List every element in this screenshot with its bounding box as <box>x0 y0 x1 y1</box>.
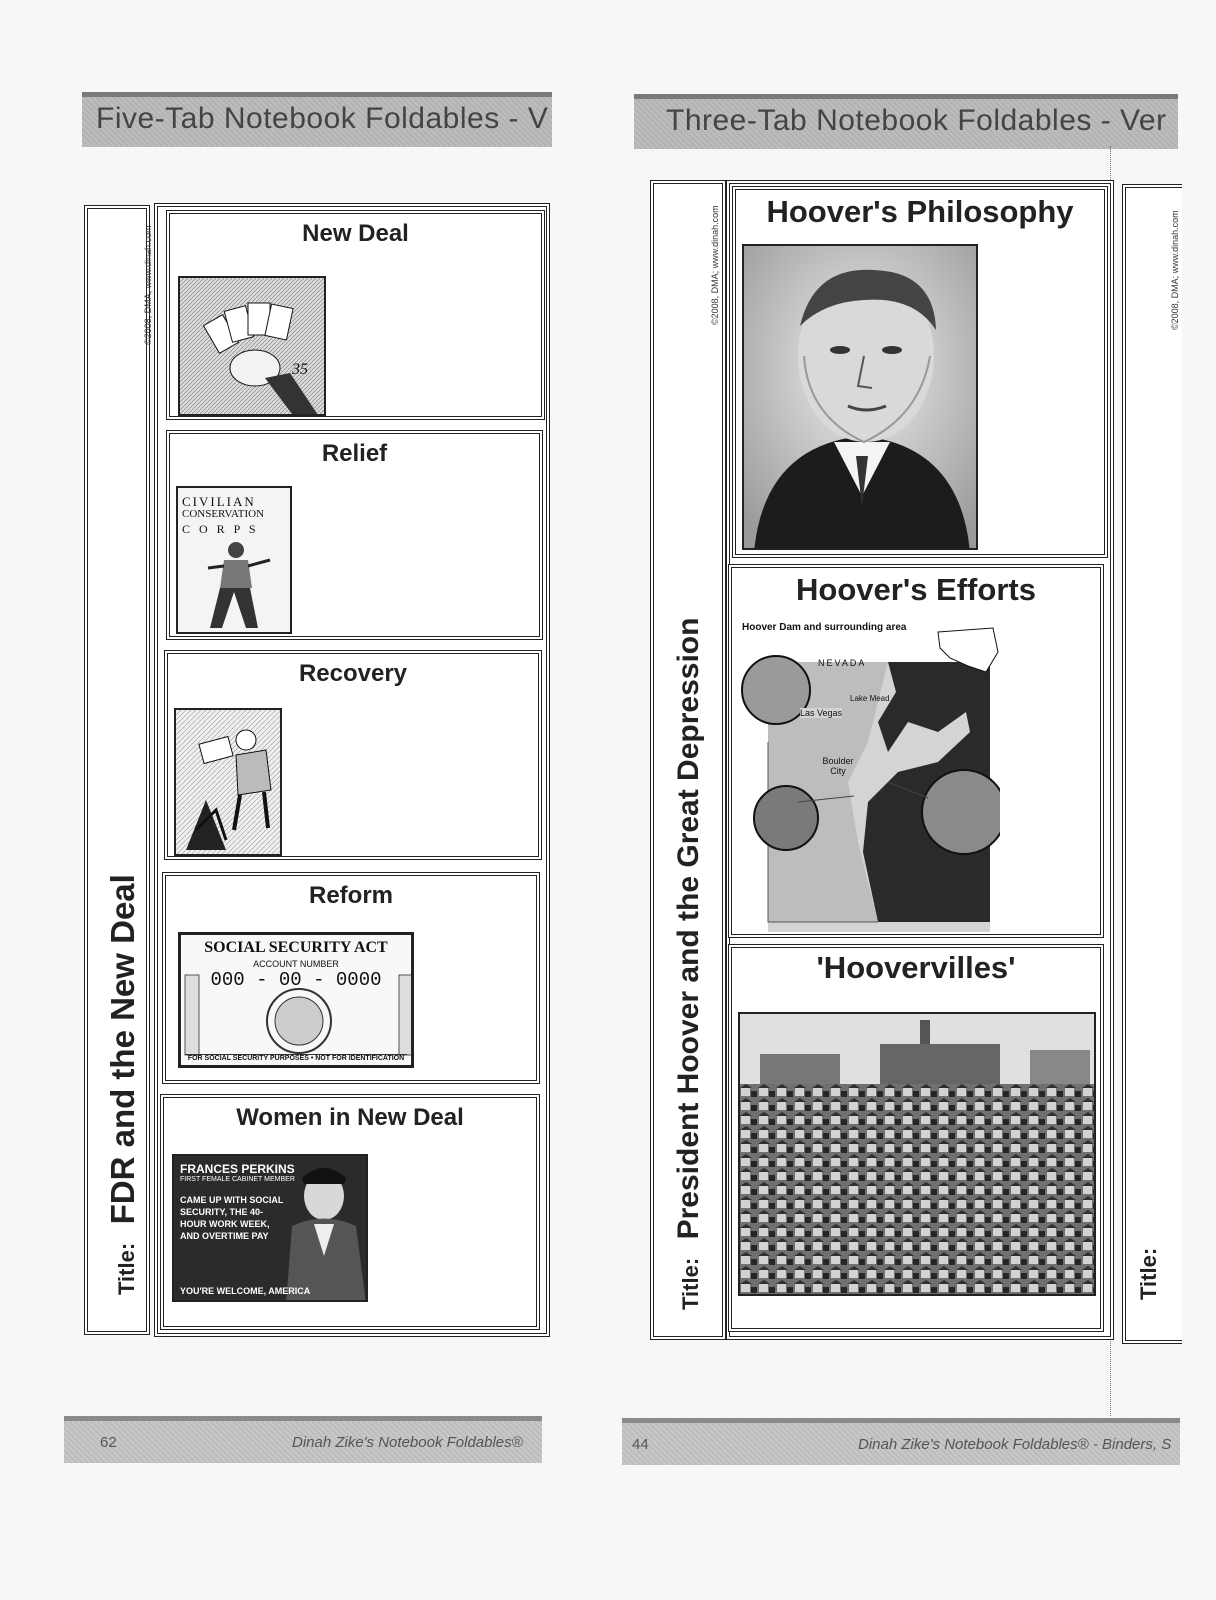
ss-card-title: SOCIAL SECURITY ACT <box>204 939 388 956</box>
tab-title: Hoover's Philosophy <box>766 194 1074 229</box>
tab-new-deal <box>166 210 545 420</box>
svg-text:35: 35 <box>292 361 308 378</box>
hooverville-photo-image <box>738 1012 1096 1296</box>
perkins-text: CAME UP WITH SOCIAL SECURITY, THE 40-HOUR WORK WEEK, AND OVERTIME PAY <box>180 1195 284 1241</box>
right-footer-page-number: 44 <box>632 1436 649 1453</box>
new-deal-cartoon-image <box>178 276 326 416</box>
left-title-label: Title: <box>114 1242 139 1295</box>
perkins-sub: FIRST FEMALE CABINET MEMBER <box>180 1176 295 1183</box>
left-header-title: Five-Tab Notebook Foldables - V <box>96 102 549 135</box>
ccc-line3: C O R P S <box>182 522 259 536</box>
right-title-label: Title: <box>678 1257 703 1310</box>
right-title-text: President Hoover and the Great Depression <box>672 617 705 1240</box>
tab-title: Women in New Deal <box>236 1104 464 1131</box>
tab-title: Recovery <box>298 660 408 687</box>
map-lake-label: Lake Mead <box>850 694 890 703</box>
tab-reform <box>162 872 540 1084</box>
tab-title: Reform <box>308 882 393 909</box>
recovery-cartoon-image <box>174 708 282 856</box>
tab-title: Hoover's Efforts <box>796 572 1036 607</box>
tab-hoovervilles <box>728 944 1104 1332</box>
ccc-poster-image <box>176 486 292 634</box>
left-vertical-title <box>104 874 142 1295</box>
next-page-title-label: Title: <box>1136 1247 1161 1300</box>
left-copyright: ©2008, DMA; www.dinah.com <box>143 225 153 345</box>
tab-hoovers-philosophy <box>732 186 1108 558</box>
right-vertical-title <box>672 618 706 1310</box>
map-city1-label: Las Vegas <box>800 708 843 718</box>
map-state-label: NEVADA <box>818 658 867 668</box>
tab-title: 'Hoovervilles' <box>816 950 1016 985</box>
tab-women-in-new-deal <box>160 1094 540 1330</box>
left-footer-text: Dinah Zike's Notebook Foldables® <box>292 1434 523 1451</box>
tab-relief <box>166 430 543 640</box>
tab-title: New Deal <box>302 220 409 247</box>
social-security-card-image <box>178 932 414 1068</box>
tab-hoovers-efforts <box>728 564 1104 938</box>
ss-card-account: ACCOUNT NUMBER <box>253 959 339 969</box>
next-page-copyright: ©2008, DMA; www.dinah.com <box>1170 210 1180 330</box>
left-title-text: FDR and the New Deal <box>104 874 141 1225</box>
next-page-title-strip <box>1122 184 1182 1344</box>
map-city2-label: Boulder City <box>822 756 854 776</box>
ss-card-number: 000 - 00 - 0000 <box>210 969 382 991</box>
ccc-line1: CIVILIAN <box>182 494 256 509</box>
ss-card-footer: FOR SOCIAL SECURITY PURPOSES • NOT FOR IDENTIFICATION <box>185 1054 407 1062</box>
right-copyright: ©2008, DMA; www.dinah.com <box>710 205 720 325</box>
left-footer-page-number: 62 <box>100 1434 117 1451</box>
hoover-dam-map-image <box>738 622 1000 932</box>
ccc-line2: CONSERVATION <box>182 508 265 520</box>
hoover-portrait-image <box>742 244 978 550</box>
right-header-title: Three-Tab Notebook Foldables - Ver <box>666 104 1167 137</box>
right-footer-text: Dinah Zike's Notebook Foldables® - Binders, S <box>858 1436 1172 1453</box>
tab-title: Relief <box>321 440 388 467</box>
tab-recovery <box>164 650 542 860</box>
perkins-footer: YOU'RE WELCOME, AMERICA <box>180 1286 311 1296</box>
map-caption: Hoover Dam and surrounding area <box>742 622 907 633</box>
frances-perkins-image <box>172 1154 368 1302</box>
perkins-name: FRANCES PERKINS <box>180 1162 295 1176</box>
